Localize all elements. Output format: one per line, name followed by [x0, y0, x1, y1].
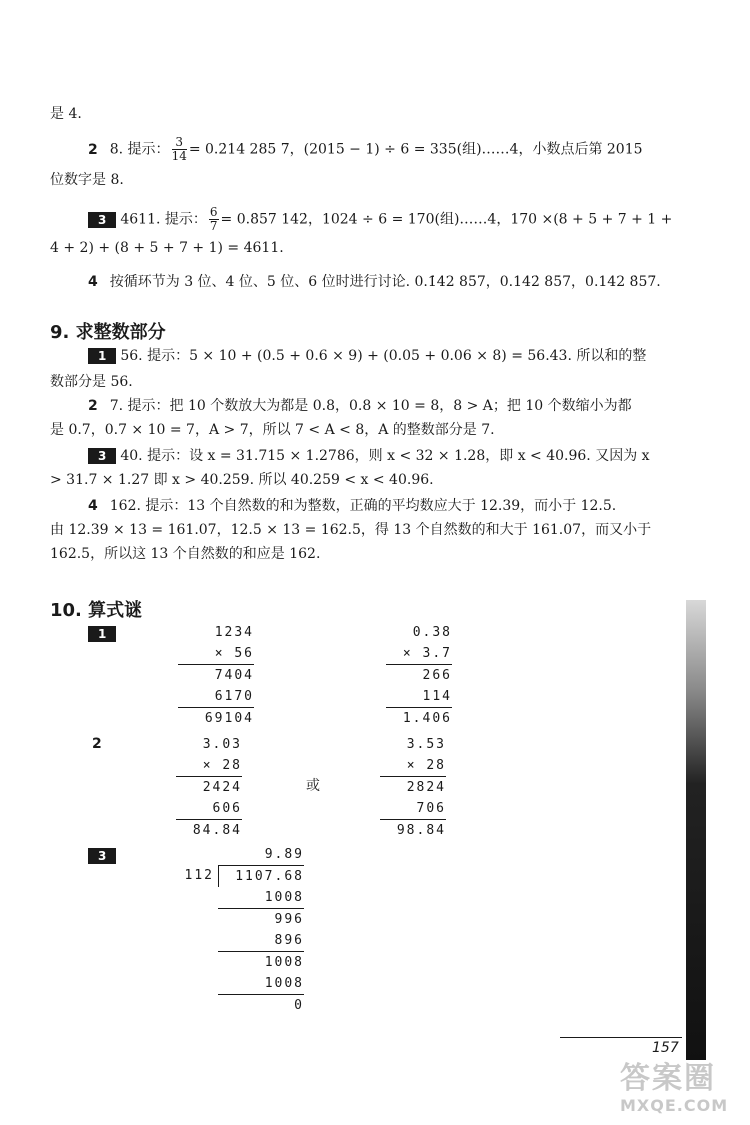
answer-number: 2: [88, 398, 98, 414]
answer-text: 162. 提示：13 个自然数的和为整数，正确的平均数应大于 12.39，而小于 12.5.: [109, 498, 617, 514]
s9-answer-2: [88, 396, 632, 416]
answer-number: 4: [88, 274, 98, 290]
s9-answer-4: [88, 496, 616, 516]
answer-number: 2: [88, 141, 98, 158]
page-edge-bar: [686, 600, 706, 1060]
answer-number-box: 3: [88, 448, 116, 464]
page-number: 157: [652, 1040, 679, 1056]
answer-number: 4: [88, 498, 98, 514]
section-title: 10. 算式谜: [50, 600, 143, 621]
answer-4: [88, 272, 661, 292]
long-division: 9.89 1107.68 1008 996 896 1008 1008 0: [218, 844, 304, 1016]
s9-answer-4-cont: 由 12.39 × 13 = 161.07，12.5 × 13 = 162.5，得 13 个自然数的和大于 161.07，而又小于: [50, 522, 652, 538]
answer-number-box: 1: [88, 348, 116, 364]
fraction: $\frac{3}{14}$: [171, 135, 187, 163]
answer-3: [88, 206, 672, 233]
answer-text: = 0.8̇57 142̇，1024 ÷ 6 = 170(组)……4，170 ×(8 + 5 + 7 + 1 +: [220, 211, 673, 228]
answer-text: 56. 提示：5 × 10 + (0.5 + 0.6 × 9) + (0.05 + 0.06 × 8) = 56.43. 所以和的整: [120, 348, 647, 364]
section-title: 9. 求整数部分: [50, 322, 166, 343]
answer-text: 7. 提示：把 10 个数放大为都是 0.8，0.8 × 10 = 8，8 > A；把 10 个数缩小为都: [109, 398, 632, 414]
fraction: $\frac{6}{7}$: [209, 205, 218, 233]
s9-answer-4-cont2: 162.5，所以这 13 个自然数的和应是 162.: [50, 546, 321, 562]
s9-answer-1-cont: 数部分是 56.: [50, 374, 133, 390]
s9-answer-3-cont: > 31.7 × 1.27 即 x > 40.259. 所以 40.259 < x < 40.96.: [50, 472, 434, 488]
continued-text: 是 4.: [50, 106, 82, 122]
answer-3-cont: 4 + 2) + (8 + 5 + 7 + 1) = 4611.: [50, 240, 284, 256]
answer-number: 2: [92, 736, 102, 752]
divisor: 112: [184, 868, 214, 883]
multiplication-1a: 1234 × 56 7404 6170 69104: [178, 622, 254, 729]
s10-answer-3-label: [88, 846, 120, 866]
answer-number-box: 3: [88, 848, 116, 864]
s10-answer-1-label: [88, 624, 120, 644]
s10-answer-2-label: [92, 734, 114, 754]
multiplication-2b: 3.53 × 28 2824 706 98.84: [380, 734, 446, 841]
answer-text: = 0.2̇14 285 7̇，(2015 − 1) ÷ 6 = 335(组)……4，小数点后第 2015: [188, 141, 643, 158]
s9-answer-1: [88, 346, 646, 366]
watermark: [620, 1062, 728, 1116]
watermark-url: MXQE.COM: [620, 1096, 729, 1115]
answer-text: 4611. 提示：: [120, 211, 207, 228]
footer-rule: [560, 1037, 682, 1038]
or-label: 或: [306, 778, 320, 794]
answer-text: 40. 提示：设 x = 31.715 × 1.2786，则 x < 32 × 1.28，即 x < 40.96. 又因为 x: [120, 448, 650, 464]
answer-number-box: 3: [88, 212, 116, 228]
answer-text: 8. 提示：: [109, 141, 170, 158]
s9-answer-2-cont: 是 0.7，0.7 × 10 = 7，A > 7，所以 7 < A < 8，A 的整数部分是 7.: [50, 422, 495, 438]
multiplication-2a: 3.03 × 28 2424 606 84.84: [176, 734, 242, 841]
answer-text: 按循环节为 3 位、4 位、5 位、6 位时进行讨论. 0.1̇42 85̇7，0.142̇ 85̇7，0.142 8̇57̇.: [109, 274, 661, 290]
watermark-logo: 答案圈: [620, 1061, 716, 1096]
multiplication-1b: 0.38 × 3.7 266 114 1.406: [386, 622, 452, 729]
s9-answer-3: [88, 446, 650, 466]
answer-number-box: 1: [88, 626, 116, 642]
answer-2: [88, 136, 643, 163]
answer-2-cont: 位数字是 8.: [50, 172, 124, 188]
